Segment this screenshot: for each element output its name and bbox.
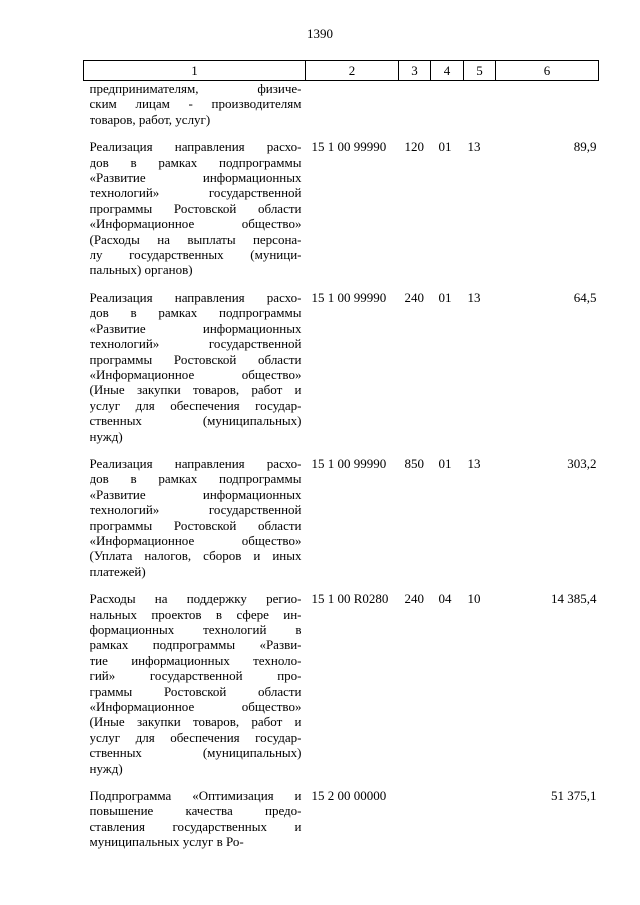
table-header (84, 61, 599, 81)
table-row (84, 591, 599, 776)
row-spacer-cell (84, 579, 599, 591)
row-subsection: 13 (467, 289, 481, 305)
row-target-code: 15 1 00 99990 (311, 289, 387, 305)
header-col-5: 5 (464, 61, 496, 81)
row-target-code: 15 1 00 99990 (311, 139, 387, 155)
description-line: ставления государственных и (89, 818, 302, 834)
description-line: нужд) (89, 428, 123, 444)
row-description (84, 788, 306, 850)
description-line: «Информационное общество» (89, 366, 302, 382)
description-line: формационных технологий в (89, 622, 302, 637)
row-spacer (84, 444, 599, 456)
description-line: «Информационное общество» (89, 216, 302, 232)
description-line: услуг для обеспечения государ- (89, 397, 302, 413)
description-line: «Развитие информационных (89, 486, 302, 502)
description-line: гий» государственной про- (89, 668, 302, 684)
description-line: пальных) органов) (89, 262, 193, 278)
row-target-code: 15 1 00 R0280 (311, 591, 389, 607)
row-amount: 64,5 (573, 289, 597, 305)
row-subsection: 13 (467, 455, 481, 471)
row-section (431, 81, 464, 128)
row-spacer (84, 278, 599, 290)
description-line: рамках подпрограммы «Разви- (89, 637, 302, 653)
row-description (84, 591, 306, 776)
description-line: повышение качества предо- (89, 803, 302, 819)
row-section: 01 (438, 455, 452, 471)
row-subsection: 13 (467, 139, 481, 155)
header-col-6: 6 (496, 61, 599, 81)
row-expense-type: 240 (404, 289, 424, 305)
row-amount: 14 385,4 (551, 591, 597, 607)
description-line: программы Ростовской области (89, 200, 302, 216)
row-spacer (84, 776, 599, 788)
description-line: дов в рамках подпрограммы (89, 305, 302, 321)
table-row (84, 290, 599, 444)
description-line: Реализация направления расхо- (89, 455, 302, 471)
header-col-3: 3 (399, 61, 431, 81)
description-line: дов в рамках подпрограммы (89, 471, 302, 487)
row-description (84, 139, 306, 278)
row-amount: 303,2 (567, 455, 597, 471)
header-row (84, 61, 599, 81)
description-line: (Иные закупки товаров, работ и (89, 382, 302, 398)
row-spacer-cell (84, 776, 599, 788)
row-expense-type: 850 (404, 455, 424, 471)
table-row (84, 139, 599, 278)
table-row (84, 81, 599, 128)
row-spacer-cell (84, 444, 599, 456)
row-section: 04 (438, 591, 452, 607)
row-expense-type (399, 81, 431, 128)
description-line: тие информационных техноло- (89, 652, 302, 668)
table-row (84, 788, 599, 850)
header-col-1: 1 (84, 61, 306, 81)
row-section (431, 788, 464, 850)
description-line: предпринимателям, физиче- (89, 81, 302, 96)
header-col-2: 2 (306, 61, 399, 81)
header-col-4: 4 (431, 61, 464, 81)
description-line: услуг для обеспечения государ- (89, 729, 302, 745)
description-line: дов в рамках подпрограммы (89, 154, 302, 170)
row-expense-type (399, 788, 431, 850)
description-line: ским лицам - производителям (89, 96, 302, 112)
page-number: 1390 (307, 26, 333, 41)
row-description (84, 456, 306, 579)
row-spacer (84, 127, 599, 139)
row-subsection: 10 (467, 591, 481, 607)
description-line: муниципальных услуг в Ро- (89, 834, 244, 850)
description-line: (Расходы на выплаты персона- (89, 231, 302, 247)
description-line: лу государственных (муници- (89, 247, 302, 263)
row-target-code: 15 2 00 00000 (311, 788, 387, 804)
description-line: (Иные закупки товаров, работ и (89, 714, 302, 730)
description-line: Расходы на поддержку регио- (89, 591, 302, 607)
description-line: программы Ростовской области (89, 351, 302, 367)
description-line: программы Ростовской области (89, 517, 302, 533)
description-line: технологий» государственной (89, 502, 302, 518)
row-expense-type: 120 (404, 139, 424, 155)
budget-table (83, 60, 599, 850)
description-line: Подпрограмма «Оптимизация и (89, 788, 302, 804)
table-row (84, 456, 599, 579)
description-line: Реализация направления расхо- (89, 139, 302, 155)
row-expense-type: 240 (404, 591, 424, 607)
description-line: нальных проектов в сфере ин- (89, 606, 302, 622)
row-target-code: 15 1 00 99990 (311, 455, 387, 471)
row-amount: 89,9 (573, 139, 597, 155)
row-subsection (464, 81, 496, 128)
description-line: «Информационное общество» (89, 699, 302, 715)
description-line: технологий» государственной (89, 185, 302, 201)
description-line: ственных (муниципальных) (89, 745, 302, 761)
description-line: «Информационное общество» (89, 532, 302, 548)
description-line: граммы Ростовской области (89, 683, 302, 699)
row-description (84, 81, 306, 128)
row-section: 01 (438, 139, 452, 155)
description-line: «Развитие информационных (89, 320, 302, 336)
description-line: «Развитие информационных (89, 170, 302, 186)
row-section: 01 (438, 289, 452, 305)
row-subsection (464, 788, 496, 850)
table-body (84, 81, 599, 850)
description-line: (Уплата налогов, сборов и иных (89, 548, 302, 564)
row-spacer-cell (84, 127, 599, 139)
row-spacer (84, 579, 599, 591)
row-amount (496, 81, 599, 128)
row-target-code (306, 81, 399, 128)
description-line: Реализация направления расхо- (89, 289, 302, 305)
description-line: товаров, работ, услуг) (89, 111, 211, 127)
description-line: технологий» государственной (89, 336, 302, 352)
description-line: нужд) (89, 760, 123, 776)
row-spacer-cell (84, 278, 599, 290)
row-amount: 51 375,1 (551, 788, 597, 804)
row-description (84, 290, 306, 444)
description-line: платежей) (89, 563, 146, 579)
description-line: ственных (муниципальных) (89, 413, 302, 429)
